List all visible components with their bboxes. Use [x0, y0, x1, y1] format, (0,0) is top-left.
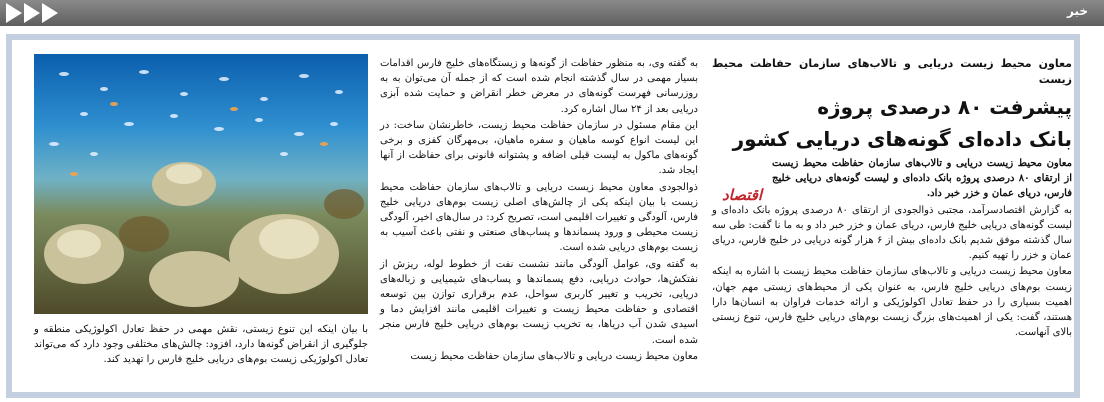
triangle-right-icon — [42, 3, 58, 23]
article-column-left — [34, 322, 368, 369]
paragraph: ذوالجودی معاون محیط زیست دریایی و تالاب‌های سازمان حفاظت محیط زیست با بیان اینکه یکی از چالش‌های اصلی زیست بوم‌های دریایی خلیج فارس، آلودگی و تغییرات اقلیمی است، تصریح کرد: در سال‌های اخیر، آلودگی زیست محیطی و ورود پسماندها و پساب‌های صنعتی و نفتی باعث آسیب به زیست بوم‌های دریایی شده است. — [380, 181, 698, 254]
paragraph: معاون محیط زیست دریایی و تالاب‌های سازمان حفاظت محیط زیست — [410, 350, 698, 362]
triangle-right-icon — [6, 3, 22, 23]
publication-logo: اقتصاد — [721, 186, 763, 204]
article-headline-line1: پیشرفت ۸۰ درصدی پروژه — [817, 95, 1072, 119]
article-frame — [6, 34, 1080, 398]
article-kicker: معاون محیط زیست دریایی و تالاب‌های سازمان حفاظت محیط زیست — [712, 57, 1072, 86]
paragraph: این مقام مسئول در سازمان حفاظت محیط زیست، خاطرنشان ساخت: در این لیست انواع کوسه ماهیان و سفره ماهیان، بی‌مهرگان کفزی و برخی گونه‌های ماکول به لیست قبلی اضافه و پشتوانه قانونی برای حفاظت از آنها ایجاد شد. — [380, 119, 698, 177]
paragraph: به گفته وی، عوامل آلودگی مانند نشست نفت از خطوط لوله، ریزش از نفتکش‌ها، حوادث دریایی، دفع پسماندها و پساب‌های شیمیایی و زباله‌های دریایی، تخریب و تغییر کاربری سواحل، عدم برقراری توازن بین توسعه اقتصادی و حفاظت محیط زیست و تغییرات اقلیمی مانند افزایش دما و اسیدی شدن آب دریاها، به تخریب زیست بوم‌های دریایی خلیج فارس منجر شده است. — [380, 258, 698, 346]
section-label: خبر — [1066, 4, 1088, 18]
paragraph: معاون محیط زیست دریایی و تالاب‌های سازمان حفاظت محیط زیست با اشاره به اینکه زیست بوم‌های دریایی خلیج فارس، به عنوان یکی از محیط‌های زیستی مهم جهان، اهمیت بسیاری را در حفظ تعادل اکولوژیکی و ارائه خدمات فراوان به انسان‌ها دارا هستند، گفت: یکی از اهمیت‌های بزرگ زیست بوم‌های دریایی خلیج فارس، تنوع زیستی بالای آنهاست. — [712, 266, 1072, 339]
article-lead: معاون محیط زیست دریایی و تالاب‌های سازمان حفاظت محیط زیست از ارتقای ۸۰ درصدی پروژه بانک داده‌ای و لیست گونه‌های دریایی خلیج فارس، دریای عمان و خزر خبر داد. — [772, 158, 1072, 200]
triangle-right-icon — [24, 3, 40, 23]
paragraph: به گزارش اقتصادسرآمد، مجتبی ذوالجودی از ارتقای ۸۰ درصدی پروژه بانک داده‌ای و لیست گونه‌های دریایی خلیج فارس، دریای عمان و خزر خبر داد و به ما نا گفت: طی سه سال گذشته موفق شدیم بانک داده‌ای بیش از ۶ هزار گونه دریایی در خلیج فارس، دریای عمان و خزر را تهیه کنیم. — [712, 204, 1072, 262]
article-column-right — [712, 56, 1072, 341]
top-bar — [0, 0, 1104, 26]
nav-arrows[interactable] — [6, 3, 58, 23]
coral-reef-photo — [34, 54, 368, 314]
paragraph: به گفته وی، به منظور حفاظت از گونه‌ها و زیستگاه‌های خلیج فارس اقدامات بسیار مهمی در سال گذشته انجام شده است که از جمله آن می‌توان به به روزرسانی فهرست گونه‌های در معرض خطر انقراض و حمایت شده آبزی دریایی بعد از ۲۴ سال اشاره کرد. — [380, 58, 698, 115]
article-column-middle — [380, 56, 698, 365]
paragraph: با بیان اینکه این تنوع زیستی، نقش مهمی در حفظ تعادل اکولوژیکی منطقه و جلوگیری از انقراض گونه‌ها دارد، افزود: چالش‌های مختلفی وجود دارد که می‌تواند تعادل اکولوژیکی زیست بوم‌های دریایی خلیج فارس را تهدید کند. — [34, 324, 368, 366]
article-headline-line2: بانک داده‌ای گونه‌های دریایی کشور — [732, 127, 1072, 151]
